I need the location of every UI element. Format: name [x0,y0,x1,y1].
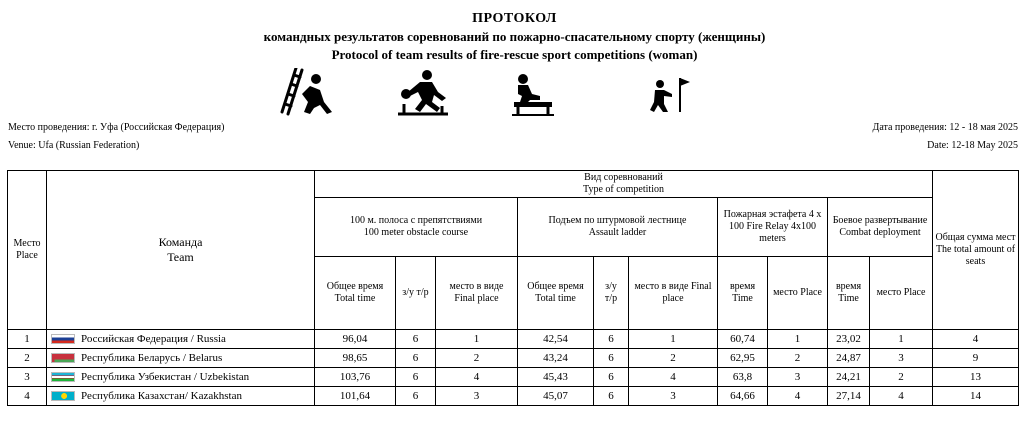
obstacle-course-en: 100 meter obstacle course [363,227,469,238]
combat-place-header: место Place [870,257,933,330]
row-obstacle-zu: 6 [396,349,436,368]
team-header-en: Team [167,250,194,264]
row-combat-place: 3 [870,349,933,368]
row-ladder-place: 2 [629,349,718,368]
assault-ladder-en: Assault ladder [588,227,647,238]
ladder-zu-label: з/у [605,281,617,292]
row-team [47,387,315,406]
row-obstacle-time: 103,76 [315,368,396,387]
row-team [47,330,315,349]
uzbekistan-flag [51,372,75,382]
firefighter-barrier-icon [510,72,554,116]
protocol-title: ПРОТОКОЛ [472,11,557,26]
row-place: 2 [8,349,47,368]
row-ladder-place: 4 [629,368,718,387]
row-combat-time: 24,87 [828,349,870,368]
row-total: 13 [933,368,1019,387]
row-ladder-time: 45,43 [518,368,594,387]
row-obstacle-place: 1 [436,330,518,349]
row-team-name: Республика Беларусь / Belarus [81,352,223,364]
row-total: 14 [933,387,1019,406]
row-combat-time: 24,21 [828,368,870,387]
row-team-name: Республика Казахстан/ Kazakhstan [81,390,242,402]
date-ru: Дата проведения: 12 - 18 мая 2025 [872,122,1018,133]
ladder-climber-icon [280,68,336,116]
ladder-final-place-header: место в виде Final place [629,257,718,330]
obstacle-total-time-header: Общее время Total time [315,257,396,330]
competition-type-en: Type of competition [583,184,664,195]
row-obstacle-place: 4 [436,368,518,387]
row-obstacle-place: 2 [436,349,518,368]
table-row [8,330,1019,349]
obstacle-runner-icon [396,68,450,116]
ladder-tr-label: т/р [604,293,618,304]
belarus-flag [51,353,75,363]
assault-ladder-header [518,198,718,257]
team-header [47,171,315,330]
assault-ladder-ru: Подъем по штурмовой лестнице [548,215,687,226]
row-ladder-place: 3 [629,387,718,406]
row-relay-time: 62,95 [718,349,768,368]
row-relay-place: 2 [768,349,828,368]
results-table [7,170,1019,406]
row-obstacle-time: 98,65 [315,349,396,368]
table-row [8,387,1019,406]
row-relay-place: 3 [768,368,828,387]
obstacle-zu-tr-header: з/у т/р [396,257,436,330]
protocol-subtitle-en: Protocol of team results of fire-rescue sport competitions (woman) [331,47,698,62]
obstacle-course-header [315,198,518,257]
venue-en: Venue: Ufa (Russian Federation) [8,140,140,151]
combat-deployment-header [828,198,933,257]
combat-time-header: время Time [828,257,870,330]
competition-type-header [315,171,933,198]
row-obstacle-time: 96,04 [315,330,396,349]
row-place: 1 [8,330,47,349]
row-combat-place: 1 [870,330,933,349]
row-relay-time: 64,66 [718,387,768,406]
protocol-subtitle-ru: командных результатов соревнований по пожарно-спасательному спорту (женщины) [263,29,766,44]
row-place: 4 [8,387,47,406]
row-obstacle-time: 101,64 [315,387,396,406]
row-relay-place: 4 [768,387,828,406]
row-ladder-time: 43,24 [518,349,594,368]
row-ladder-time: 45,07 [518,387,594,406]
row-ladder-zu: 6 [594,368,629,387]
row-team [47,349,315,368]
hose-flag-icon [646,74,690,114]
obstacle-course-ru: 100 м. полоса с препятствиями [349,215,483,226]
venue-ru: Место проведения: г. Уфа (Российская Федерация) [8,122,225,133]
ladder-zu-tr-header [594,257,629,330]
row-place: 3 [8,368,47,387]
row-ladder-place: 1 [629,330,718,349]
row-ladder-zu: 6 [594,349,629,368]
fire-relay-header: Пожарная эстафета 4 x 100 Fire Relay 4x100 meters [718,198,828,257]
row-ladder-time: 42,54 [518,330,594,349]
row-team [47,368,315,387]
row-combat-time: 27,14 [828,387,870,406]
team-header-ru: Команда [158,235,203,249]
total-header: Общая сумма мест The total amount of seats [933,171,1019,330]
ladder-total-time-header: Общее время Total time [518,257,594,330]
relay-place-header: место Place [768,257,828,330]
date-en: Date: 12-18 May 2025 [927,140,1018,151]
row-combat-time: 23,02 [828,330,870,349]
row-total: 4 [933,330,1019,349]
combat-deployment-en: Combat deployment [839,227,921,238]
combat-deployment-ru: Боевое развертывание [832,215,928,226]
table-row [8,349,1019,368]
row-relay-place: 1 [768,330,828,349]
competition-type-ru: Вид соревнований [584,172,663,183]
place-header: Место Place [8,171,47,330]
relay-time-header: время Time [718,257,768,330]
document-header [0,10,1029,64]
row-ladder-zu: 6 [594,387,629,406]
russia-flag [51,334,75,344]
row-total: 9 [933,349,1019,368]
row-team-name: Республика Узбекистан / Uzbekistan [81,371,250,383]
row-combat-place: 4 [870,387,933,406]
obstacle-final-place-header: место в виде Final place [436,257,518,330]
row-relay-time: 60,74 [718,330,768,349]
row-combat-place: 2 [870,368,933,387]
row-ladder-zu: 6 [594,330,629,349]
row-relay-time: 63,8 [718,368,768,387]
row-obstacle-zu: 6 [396,368,436,387]
row-obstacle-zu: 6 [396,387,436,406]
row-obstacle-place: 3 [436,387,518,406]
row-team-name: Российская Федерация / Russia [81,333,226,345]
row-obstacle-zu: 6 [396,330,436,349]
kazakhstan-flag [51,391,75,401]
table-row [8,368,1019,387]
